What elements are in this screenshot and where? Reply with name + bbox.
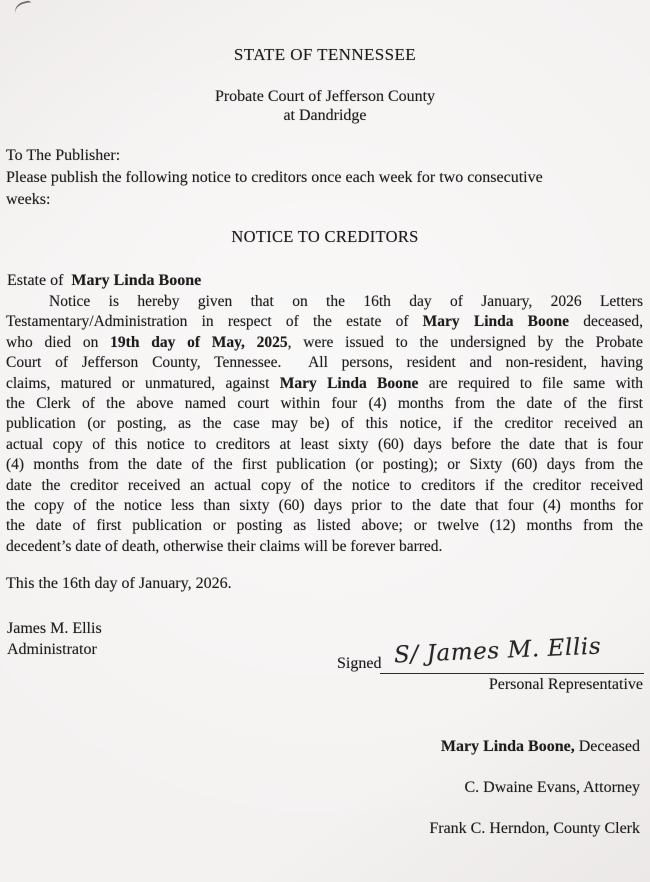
text: the Clerk of the above named court within four (4) months from the date of the first	[6, 395, 643, 413]
signature-caption: Personal Representative	[488, 676, 643, 693]
text: Frank C. Herndon, County Clerk	[429, 820, 640, 837]
publisher-request-line: Please publish the following notice to creditors once each week for two consecutive	[6, 169, 543, 186]
publisher-salutation: To The Publisher:	[6, 147, 121, 164]
text: are required to file same with	[418, 374, 644, 392]
text-line	[6, 455, 643, 475]
estate-line	[7, 272, 201, 290]
text-line	[6, 394, 643, 414]
text: Court of Jefferson County, Tennessee. All persons, resident and non-resident, having	[6, 354, 643, 372]
text: actual copy of this notice to creditors at least sixty (60) days before the date that is four	[6, 435, 643, 453]
notice-body	[6, 292, 643, 557]
scan-artifact-mark	[13, 0, 33, 15]
text: the copy of the notice less than sixty (60) days prior to the date that four (4) months for	[6, 497, 643, 515]
text: Estate of	[7, 272, 72, 289]
dated-line: This the 16th day of January, 2026.	[6, 575, 232, 592]
text-line	[429, 737, 640, 757]
bold-text: Mary Linda Boone	[71, 272, 202, 289]
administrator-name: James M. Ellis	[7, 620, 102, 637]
bold-text: Mary Linda Boone,	[440, 738, 575, 755]
text: (4) months from the date of the first publication (or posting); or Sixty (60) days from the	[6, 456, 643, 474]
text-line	[6, 374, 643, 394]
text: Testamentary/Administration in respect of the estate of	[6, 313, 423, 331]
text-line	[6, 537, 643, 557]
text: claims, matured or unmatured, against	[6, 374, 280, 392]
text: C. Dwaine Evans, Attorney	[464, 779, 640, 796]
text-line	[6, 353, 643, 373]
footer-block	[429, 737, 640, 860]
administrator-title: Administrator	[7, 641, 97, 658]
text-line	[6, 333, 643, 353]
text-line	[6, 292, 643, 312]
bold-text: Mary Linda Boone	[422, 313, 570, 331]
publisher-instruction	[6, 145, 543, 211]
text-line	[6, 516, 643, 536]
administrator-block	[7, 618, 102, 660]
text: Deceased	[574, 738, 640, 755]
signature-script: S/ James M. Ellis	[393, 633, 602, 669]
text-line	[429, 778, 640, 798]
text-line	[6, 496, 643, 516]
publisher-request-line: weeks:	[6, 191, 51, 208]
text-line	[6, 414, 643, 434]
text: who died on	[6, 333, 111, 351]
bold-text: 19th day of May, 2025	[110, 333, 288, 351]
text-line	[429, 819, 640, 839]
text: decedent’s date of death, otherwise their claims will be forever barred.	[6, 537, 443, 555]
signature-line	[380, 673, 644, 674]
bold-text: Mary Linda Boone	[279, 374, 419, 392]
notice-title: NOTICE TO CREDITORS	[231, 227, 419, 246]
state-heading: STATE OF TENNESSEE	[233, 45, 417, 64]
text: Notice is hereby given that on the 16th day of January, 2026 Letters	[49, 293, 643, 310]
court-location-line: at Dandridge	[283, 107, 367, 124]
text-line	[6, 312, 643, 332]
signed-label: Signed	[337, 655, 382, 672]
text: deceased,	[569, 313, 643, 331]
text: date the creditor received an actual copy of the notice to creditors if the creditor received	[6, 476, 643, 494]
court-heading	[0, 87, 650, 125]
text: publication (or posting, as the case may be) of this notice, if the creditor received an	[6, 415, 643, 433]
text: , were issued to the undersigned by the Probate	[287, 333, 643, 351]
text-line	[6, 435, 643, 455]
court-name-line: Probate Court of Jefferson County	[214, 88, 436, 105]
text: the date of first publication or posting as listed above; or twelve (12) months from the	[6, 517, 643, 535]
text-line	[6, 476, 643, 496]
